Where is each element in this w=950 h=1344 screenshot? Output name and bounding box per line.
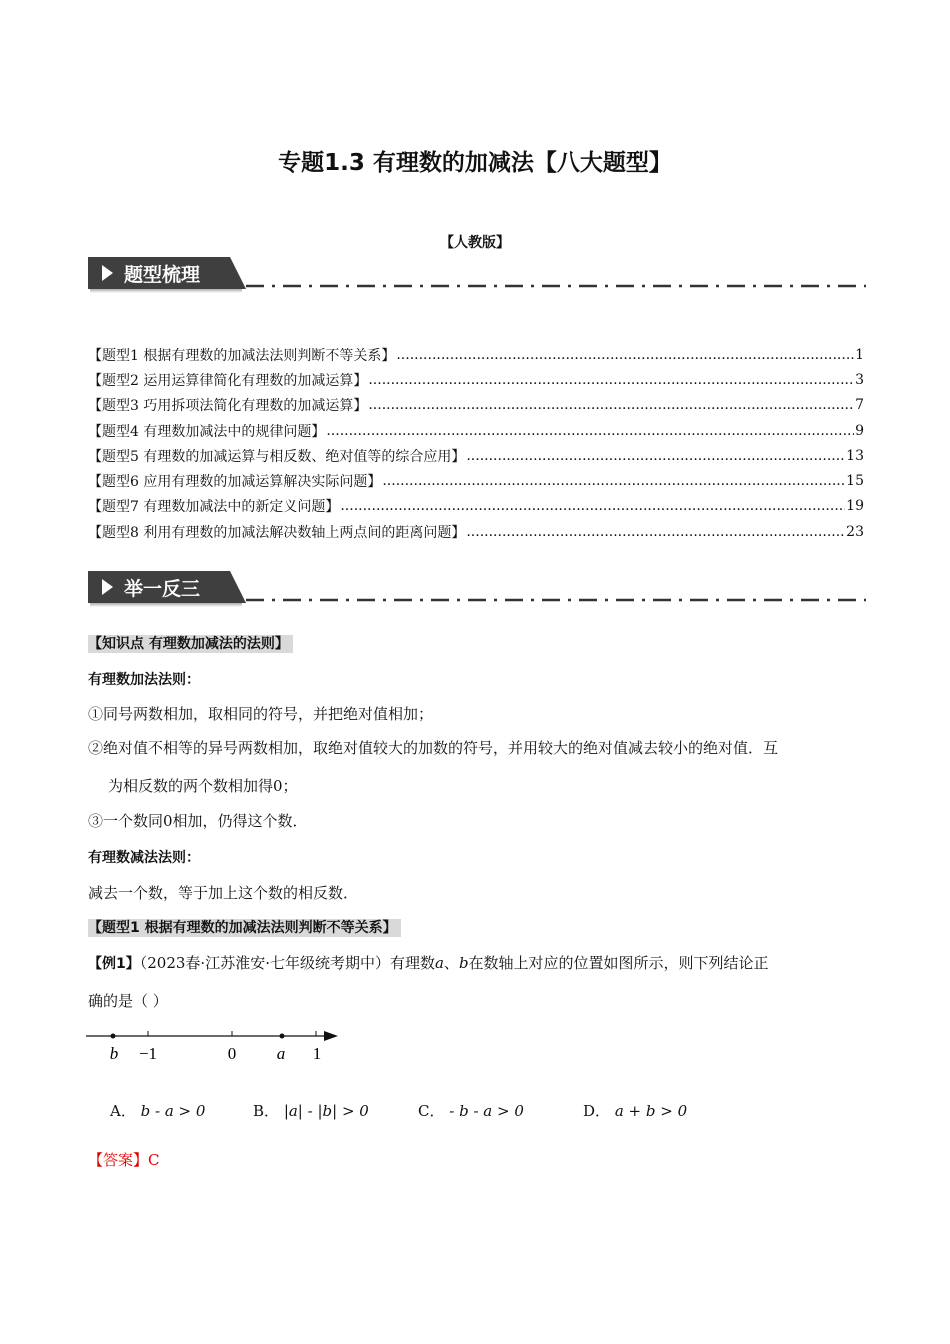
toc-page: 9 bbox=[855, 422, 864, 439]
toc-item[interactable] bbox=[88, 443, 864, 468]
dot-leader bbox=[466, 524, 845, 540]
var-b: b bbox=[458, 954, 469, 972]
addition-rule-3: ③一个数同0相加，仍得这个数． bbox=[88, 812, 308, 830]
toc-item[interactable] bbox=[88, 519, 864, 544]
subtraction-rule: 减去一个数，等于加上这个数的相反数． bbox=[88, 884, 359, 902]
addition-rule-title: 有理数加法法则： bbox=[88, 672, 200, 688]
dash-dot-divider bbox=[246, 283, 866, 289]
toc-label: 【题型6 应用有理数的加减运算解决实际问题】 bbox=[88, 474, 382, 491]
dash-dot-divider bbox=[246, 597, 866, 603]
dot-leader bbox=[396, 347, 854, 363]
sep: 、 bbox=[443, 954, 459, 972]
subtraction-rule-title: 有理数减法法则： bbox=[88, 850, 200, 866]
example-1-stem bbox=[88, 952, 769, 973]
toc-item[interactable] bbox=[88, 342, 864, 367]
option-expr: |a| - |b| > 0 bbox=[283, 1102, 369, 1120]
type1-heading: 【题型1 根据有理数的加减法法则判断不等关系】 bbox=[88, 919, 401, 937]
dot-leader bbox=[326, 423, 854, 439]
arrow-icon bbox=[324, 1031, 338, 1041]
toc-label: 【题型3 巧用拆项法简化有理数的加减运算】 bbox=[88, 398, 368, 415]
toc-page: 13 bbox=[846, 447, 864, 464]
knowledge-heading: 【知识点 有理数加减法的法则】 bbox=[88, 635, 293, 653]
banner-label: 举一反三 bbox=[124, 578, 201, 600]
option-a[interactable] bbox=[110, 1100, 205, 1121]
point-a bbox=[280, 1034, 285, 1039]
dot-leader bbox=[340, 498, 845, 514]
toc-label: 【题型4 有理数加减法中的规律问题】 bbox=[88, 423, 326, 440]
label-a: a bbox=[276, 1044, 286, 1063]
addition-rule-2-cont: 为相反数的两个数相加得0； bbox=[108, 777, 298, 795]
toc-item[interactable] bbox=[88, 393, 864, 418]
label-0: 0 bbox=[227, 1044, 237, 1063]
point-b bbox=[111, 1034, 116, 1039]
stem-text: （2023春·江苏淮安·七年级统考期中）有理数 bbox=[139, 954, 435, 972]
option-key: B． bbox=[253, 1102, 280, 1120]
addition-rule-1: ①同号两数相加，取相同的符号，并把绝对值相加； bbox=[88, 705, 434, 723]
toc-page: 3 bbox=[855, 371, 864, 388]
play-triangle-icon bbox=[102, 265, 113, 281]
option-d[interactable] bbox=[583, 1100, 687, 1121]
example-label: 【例1】 bbox=[88, 956, 140, 972]
answer-value: C bbox=[148, 1151, 160, 1169]
label-minus-1: −1 bbox=[138, 1044, 158, 1063]
label-1: 1 bbox=[312, 1044, 322, 1063]
number-line bbox=[86, 1026, 346, 1066]
answer-label: 【答案】 bbox=[88, 1151, 149, 1169]
dot-leader bbox=[466, 448, 845, 464]
toc-item[interactable] bbox=[88, 494, 864, 519]
toc-page: 1 bbox=[855, 346, 864, 363]
option-expr: - b - a > 0 bbox=[449, 1102, 524, 1120]
toc-label: 【题型1 根据有理数的加减法法则判断不等关系】 bbox=[88, 347, 396, 364]
addition-rule-2: ②绝对值不相等的异号两数相加，取绝对值较大的加数的符号，并用较大的绝对值减去较小的绝对值．互 bbox=[88, 739, 779, 757]
answer bbox=[88, 1149, 160, 1170]
option-c[interactable] bbox=[418, 1100, 524, 1121]
table-of-contents bbox=[88, 342, 864, 544]
toc-page: 15 bbox=[846, 473, 864, 490]
toc-item[interactable] bbox=[88, 468, 864, 493]
stem-text: 在数轴上对应的位置如图所示，则下列结论正 bbox=[468, 954, 769, 972]
toc-page: 19 bbox=[846, 498, 864, 515]
banner-label: 题型梳理 bbox=[124, 264, 201, 286]
label-b: b bbox=[109, 1044, 119, 1063]
play-triangle-icon bbox=[102, 579, 113, 595]
section-banner-examples bbox=[88, 571, 868, 611]
dot-leader bbox=[382, 473, 845, 489]
edition-label: 【人教版】 bbox=[440, 235, 510, 251]
toc-label: 【题型5 有理数的加减运算与相反数、绝对值等的综合应用】 bbox=[88, 448, 466, 465]
option-b[interactable] bbox=[253, 1100, 369, 1121]
var-a: a bbox=[434, 954, 444, 972]
dot-leader bbox=[368, 372, 854, 388]
toc-label: 【题型2 运用运算律简化有理数的加减运算】 bbox=[88, 372, 368, 389]
toc-item[interactable] bbox=[88, 367, 864, 392]
toc-page: 23 bbox=[846, 523, 864, 540]
toc-item[interactable] bbox=[88, 418, 864, 443]
toc-page: 7 bbox=[855, 397, 864, 414]
example-1-stem-cont: 确的是（ ） bbox=[88, 992, 168, 1010]
option-key: C． bbox=[418, 1102, 445, 1120]
toc-label: 【题型8 利用有理数的加减法解决数轴上两点间的距离问题】 bbox=[88, 524, 466, 541]
toc-label: 【题型7 有理数加减法中的新定义问题】 bbox=[88, 499, 340, 516]
option-expr: a + b > 0 bbox=[614, 1102, 688, 1120]
section-banner-overview bbox=[88, 257, 868, 297]
option-key: D． bbox=[583, 1102, 611, 1120]
option-key: A． bbox=[110, 1102, 136, 1120]
dot-leader bbox=[368, 397, 854, 413]
option-expr: b - a > 0 bbox=[140, 1102, 206, 1120]
page-title: 专题1.3 有理数的加减法【八大题型】 bbox=[278, 150, 672, 176]
